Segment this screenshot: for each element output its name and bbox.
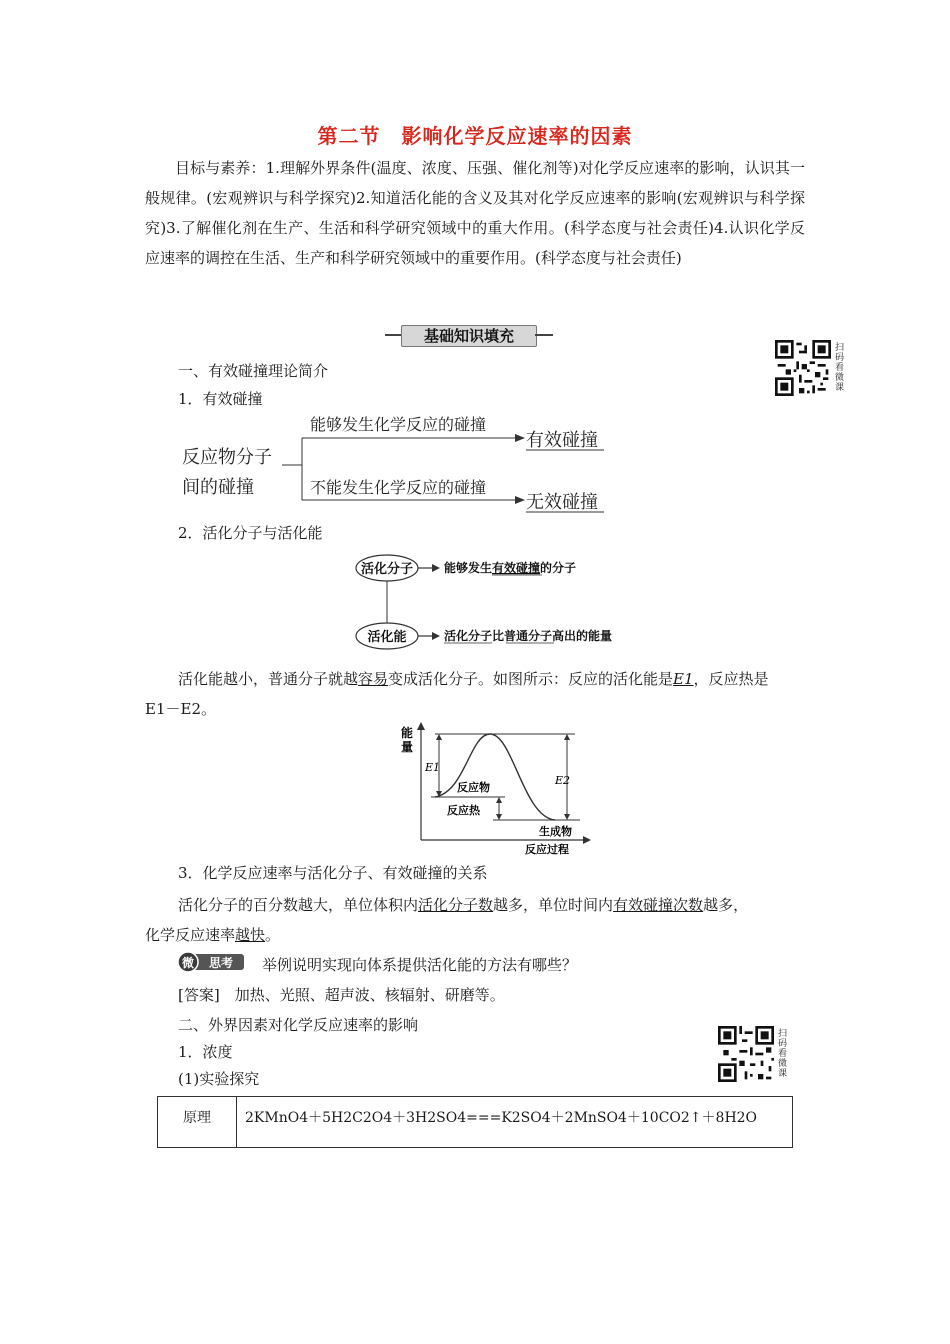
collision-diagram xyxy=(170,408,620,518)
x-axis-label: 反应过程 xyxy=(525,843,569,856)
svg-text:思考: 思考 xyxy=(208,956,234,970)
node2-label: 活化能 xyxy=(367,630,407,645)
desc2-ul2: 普通分子 xyxy=(504,629,553,643)
think-question: 举例说明实现向体系提供活化能的方法有哪些？ xyxy=(262,956,578,974)
svg-text:活化分子比普通分子高出的能量 xyxy=(444,628,612,643)
section1-sub3: 3．化学反应速率与活化分子、有效碰撞的关系 xyxy=(178,864,488,882)
node1-label: 活化分子 xyxy=(360,562,414,577)
table-row xyxy=(158,1097,793,1148)
activation-diagram xyxy=(352,550,642,655)
arrow-up-icon xyxy=(436,734,442,740)
learning-goals: 目标与素养：1.理解外界条件(温度、浓度、压强、催化剂等)对化学反应速率的影响，认识其一般规律。(宏观辨识与科学探究)2.知道活化能的含义及其对化学反应速率的影响(宏观辨识与科学探究)3.了解催化剂在生产、生活和科学研究领域中的重大作用。(科学态度与社会责任)4.认识化学反应速率的调控在生活、生产和科学研究领域中的重要作用。(科学态度与社会责任) xyxy=(145,159,805,267)
arrow-right-icon xyxy=(583,836,591,844)
arrow-right-icon xyxy=(432,564,440,572)
desc2-post: 高出的能量 xyxy=(552,629,613,643)
collision-upper-condition: 能够发生化学反应的碰撞 xyxy=(310,415,487,434)
qr-label: 扫码看微课 xyxy=(835,343,845,393)
table-cell-label: 原理 xyxy=(158,1097,237,1148)
banner-rule-right xyxy=(535,334,553,336)
heat-label: 反应热 xyxy=(447,804,480,817)
svg-text:量: 量 xyxy=(401,740,414,754)
section2-heading: 二、外界因素对化学反应速率的影响 xyxy=(178,1016,419,1034)
activation-paragraph: 活化能越小，普通分子就越容易变成活化分子。如图所示：反应的活化能是E1，反应热是 xyxy=(178,670,769,688)
desc2-ul1: 活化分子 xyxy=(444,629,493,643)
arrow-right-icon xyxy=(515,496,525,504)
collision-lower-condition: 不能发生化学反应的碰撞 xyxy=(310,478,487,497)
relation-paragraph: 活化分子的百分数越大，单位体积内活化分子数越多，单位时间内有效碰撞次数越多， xyxy=(178,896,749,914)
collision-lower-result: 无效碰撞 xyxy=(526,492,598,513)
section2-sub1a: (1)实验探究 xyxy=(178,1070,260,1088)
experiment-table xyxy=(157,1096,793,1148)
energy-profile-chart xyxy=(395,722,595,857)
collision-upper-result: 有效碰撞 xyxy=(526,430,598,451)
section1-sub1: 1．有效碰撞 xyxy=(178,390,263,408)
qr-code-icon[interactable] xyxy=(718,1026,774,1082)
arrow-down-icon xyxy=(496,814,502,820)
qr-label: 扫码看微课 xyxy=(778,1029,788,1079)
section1-heading: 一、有效碰撞理论简介 xyxy=(178,362,329,380)
product-label: 生成物 xyxy=(539,825,572,838)
e2-label: E2 xyxy=(555,774,571,787)
arrow-up-icon xyxy=(564,734,570,740)
arrow-up-icon xyxy=(417,722,425,730)
reactant-label: 反应物 xyxy=(457,781,490,794)
banner-label: 基础知识填充 xyxy=(401,325,537,347)
arrow-down-icon xyxy=(564,814,570,820)
qr-code-icon[interactable] xyxy=(775,340,831,396)
arrow-up-icon xyxy=(496,797,502,803)
e1-label: E1 xyxy=(425,761,441,774)
think-answer: [答案] 加热、光照、超声波、核辐射、研磨等。 xyxy=(178,986,505,1004)
arrow-right-icon xyxy=(432,632,440,640)
section2-sub1: 1．浓度 xyxy=(178,1043,233,1061)
collision-source-1: 反应物分子 xyxy=(182,447,272,468)
page-title: 第二节 影响化学反应速率的因素 xyxy=(317,124,633,148)
desc1-post: 的分子 xyxy=(540,561,577,575)
think-badge-icon xyxy=(176,951,246,973)
arrow-right-icon xyxy=(515,434,525,442)
section1-sub2: 2．活化分子与活化能 xyxy=(178,524,323,542)
svg-text:能够发生有效碰撞的分子 xyxy=(444,560,576,575)
desc1-pre: 能够发生 xyxy=(444,561,493,575)
collision-source-2: 间的碰撞 xyxy=(182,477,254,498)
svg-text:能: 能 xyxy=(401,726,414,740)
section-banner xyxy=(385,321,553,349)
relation-paragraph-2: 化学反应速率越快。 xyxy=(145,926,281,944)
svg-text:微: 微 xyxy=(181,956,195,970)
activation-paragraph-2: E1－E2。 xyxy=(145,700,217,718)
desc1-underlined: 有效碰撞 xyxy=(492,561,541,575)
table-cell-equation: 2KMnO4＋5H2C2O4＋3H2SO4===K2SO4＋2MnSO4＋10CO2↑＋8H2O xyxy=(237,1097,793,1148)
desc2-mid: 比 xyxy=(492,629,505,643)
